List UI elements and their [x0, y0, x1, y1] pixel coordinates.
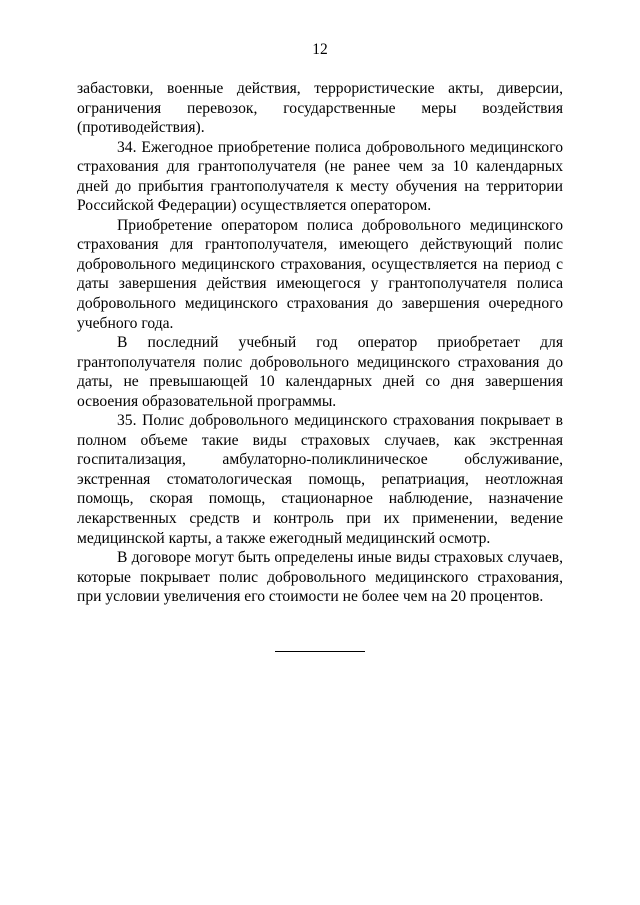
- paragraph-item-35: 35. Полис добровольного медицинского страхования покрывает в полном объеме такие виды страховых случаев, как экстренная госпитализация, амбулаторно-поликлиническое обслуживание, экстренная стоматологическая помощь, репатриация, неотложная помощь, скорая помощь, стационарное наблюдение, назначение лекарственных средств и контроль при их применении, ведение медицинской карты, а также ежегодный медицинский осмотр.: [77, 412, 563, 547]
- paragraph-continuation: забастовки, военные действия, террористические акты, диверсии, ограничения перевозок, государственные меры воздействия (противодействия).: [77, 80, 563, 137]
- document-body: [77, 79, 563, 607]
- paragraph-existing-policy: Приобретение оператором полиса добровольного медицинского страхования для грантополучателя, имеющего действующий полис добровольного медицинского страхования, осуществляется на период с даты завершения действия имеющегося у грантополучателя полиса добровольного медицинского страхования до завершения очередного учебного года.: [77, 216, 563, 332]
- paragraph-item-34: 34. Ежегодное приобретение полиса добровольного медицинского страхования для грантополучателя (не ранее чем за 10 календарных дней до прибытия грантополучателя к месту обучения на территории Российской Федерации) осуществляется оператором.: [77, 138, 563, 215]
- page-number: 12: [312, 41, 328, 58]
- end-separator-line: [275, 651, 365, 652]
- paragraph-final-year: В последний учебный год оператор приобретает для грантополучателя полис добровольного медицинского страхования до даты, не превышающей 10 календарных дней со дня завершения освоения образовательной программы.: [77, 334, 563, 410]
- paragraph-other-cases: В договоре могут быть определены иные виды страховых случаев, которые покрывает полис добровольного медицинского страхования, при условии увеличения его стоимости не более чем на 20 процентов.: [77, 549, 563, 606]
